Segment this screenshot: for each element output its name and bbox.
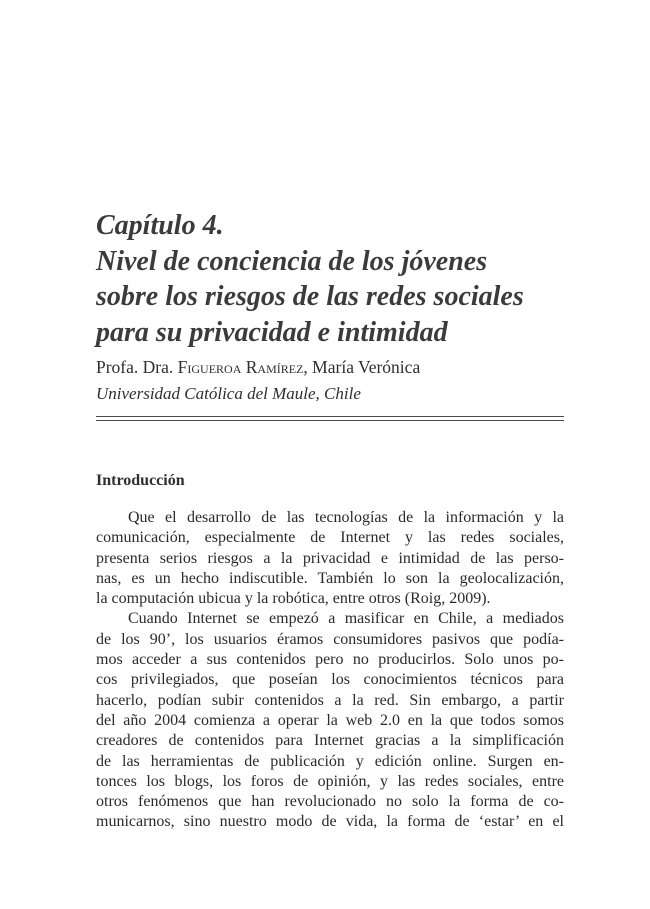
title-divider <box>96 416 564 421</box>
text-line: tonces los blogs, los foros de opinión, y las redes sociales, entre <box>96 772 564 790</box>
text-line: municarnos, sino nuestro modo de vida, la forma de ‘estar’ en el <box>96 813 564 831</box>
author-prefix: Profa. Dra. <box>96 357 178 377</box>
chapter-title-line: Nivel de conciencia de los jóvenes <box>96 245 488 277</box>
text-line: otros fenómenos que han revolucionado no solo la forma de co- <box>96 793 564 811</box>
section-heading: Introducción <box>96 472 185 489</box>
text-line: comunicación, especialmente de Internet y las redes sociales, <box>96 529 564 547</box>
text-line: mos acceder a sus contenidos pero no producirlos. Solo unos po- <box>96 651 564 669</box>
author-line <box>96 356 420 378</box>
text-line: la computación ubicua y la robótica, entre otros (Roig, 2009). <box>96 590 491 608</box>
text-line: presenta serios riesgos a la privacidad e intimidad de las perso- <box>96 549 564 567</box>
paragraph-2 <box>96 609 564 832</box>
body-text <box>96 508 564 833</box>
chapter-title <box>96 208 576 350</box>
text-line: nas, es un hecho indiscutible. También lo son la geolocalización, <box>96 569 564 587</box>
author-affiliation: Universidad Católica del Maule, Chile <box>96 384 361 403</box>
author-surname: Figueroa Ramírez <box>177 357 304 377</box>
text-line: hacerlo, podían subir contenidos a la red. Sin embargo, a partir <box>96 691 564 709</box>
text-line: Cuando Internet se empezó a masificar en Chile, a mediados <box>128 610 564 628</box>
chapter-title-line: para su privacidad e intimidad <box>96 316 448 348</box>
author-given-name: , María Verónica <box>303 357 421 377</box>
chapter-number: Capítulo 4. <box>96 210 224 241</box>
text-line: del año 2004 comienza a operar la web 2.0 en la que todos somos <box>96 711 564 729</box>
text-line: de los 90’, los usuarios éramos consumidores pasivos que podía- <box>96 630 564 648</box>
paragraph-1 <box>96 508 564 609</box>
text-line: de las herramientas de publicación y edición online. Surgen en- <box>96 752 564 770</box>
text-line: cos privilegiados, que poseían los conocimientos técnicos para <box>96 671 564 689</box>
chapter-title-line: sobre los riesgos de las redes sociales <box>96 281 524 312</box>
text-line: creadores de contenidos para Internet gracias a la simplificación <box>96 732 564 750</box>
text-line: Que el desarrollo de las tecnologías de la información y la <box>128 509 564 526</box>
